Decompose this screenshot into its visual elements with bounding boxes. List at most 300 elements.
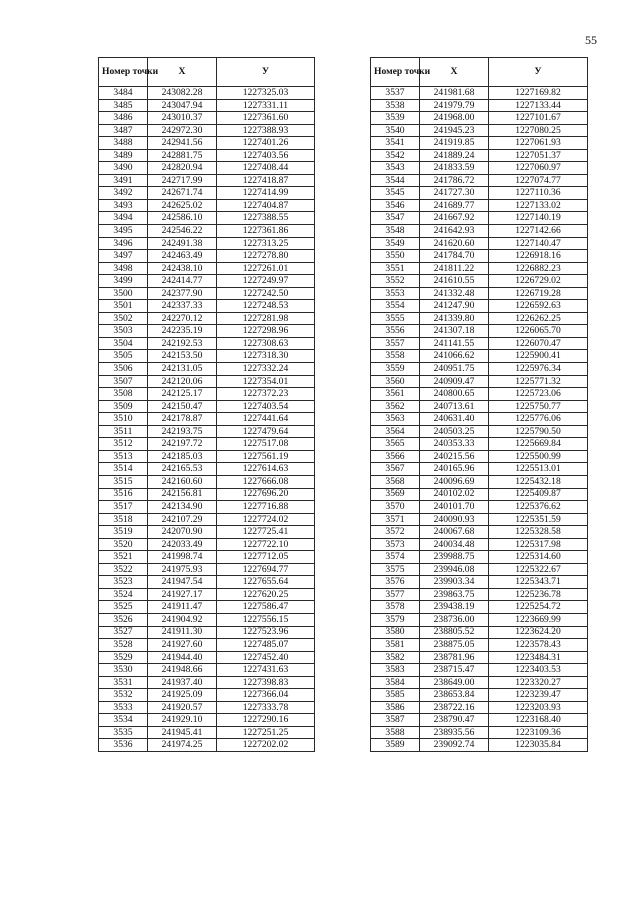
y-cell: 1227361.60 bbox=[217, 112, 315, 125]
point-number-cell: 3572 bbox=[371, 526, 420, 539]
point-number-cell: 3504 bbox=[99, 337, 148, 350]
table-row bbox=[371, 375, 588, 388]
table-row bbox=[99, 287, 315, 300]
x-cell: 241307.18 bbox=[420, 325, 489, 338]
x-cell: 241610.55 bbox=[420, 275, 489, 288]
table-row bbox=[371, 588, 588, 601]
x-cell: 241981.68 bbox=[420, 87, 489, 100]
point-number-cell: 3560 bbox=[371, 375, 420, 388]
y-cell: 1227110.36 bbox=[489, 187, 588, 200]
table-row bbox=[99, 588, 315, 601]
y-cell: 1226065.70 bbox=[489, 325, 588, 338]
point-number-cell: 3540 bbox=[371, 124, 420, 137]
point-number-cell: 3582 bbox=[371, 651, 420, 664]
x-cell: 238736.00 bbox=[420, 613, 489, 626]
point-number-cell: 3544 bbox=[371, 174, 420, 187]
point-number-cell: 3546 bbox=[371, 199, 420, 212]
point-number-cell: 3527 bbox=[99, 626, 148, 639]
point-number-cell: 3496 bbox=[99, 237, 148, 250]
table-row bbox=[371, 563, 588, 576]
x-cell: 241929.10 bbox=[148, 714, 217, 727]
table-row bbox=[371, 225, 588, 238]
y-cell: 1227249.97 bbox=[217, 275, 315, 288]
y-cell: 1225328.58 bbox=[489, 526, 588, 539]
y-cell: 1225343.71 bbox=[489, 576, 588, 589]
point-number-cell: 3573 bbox=[371, 538, 420, 551]
table-row bbox=[371, 501, 588, 514]
table-row bbox=[371, 363, 588, 376]
table-row bbox=[99, 576, 315, 589]
y-cell: 1227724.02 bbox=[217, 513, 315, 526]
point-number-cell: 3551 bbox=[371, 262, 420, 275]
x-cell: 243010.37 bbox=[148, 112, 217, 125]
y-cell: 1227716.88 bbox=[217, 501, 315, 514]
point-number-cell: 3565 bbox=[371, 438, 420, 451]
table-row bbox=[99, 312, 315, 325]
point-number-cell: 3537 bbox=[371, 87, 420, 100]
table-row bbox=[99, 337, 315, 350]
y-cell: 1227133.02 bbox=[489, 199, 588, 212]
point-number-cell: 3589 bbox=[371, 739, 420, 752]
y-cell: 1227080.25 bbox=[489, 124, 588, 137]
x-cell: 241927.60 bbox=[148, 639, 217, 652]
x-cell: 238935.56 bbox=[420, 726, 489, 739]
point-number-cell: 3507 bbox=[99, 375, 148, 388]
table-row bbox=[371, 601, 588, 614]
point-number-cell: 3486 bbox=[99, 112, 148, 125]
table-row bbox=[371, 300, 588, 313]
y-cell: 1227101.67 bbox=[489, 112, 588, 125]
table-row bbox=[371, 237, 588, 250]
header-y: У bbox=[489, 58, 588, 87]
table-row bbox=[99, 626, 315, 639]
table-row bbox=[99, 199, 315, 212]
y-cell: 1226262.25 bbox=[489, 312, 588, 325]
table-row bbox=[99, 739, 315, 752]
x-cell: 241786.72 bbox=[420, 174, 489, 187]
x-cell: 240909.47 bbox=[420, 375, 489, 388]
x-cell: 242197.72 bbox=[148, 438, 217, 451]
table-row bbox=[99, 526, 315, 539]
y-cell: 1225314.60 bbox=[489, 551, 588, 564]
x-cell: 242156.81 bbox=[148, 488, 217, 501]
x-cell: 238875.05 bbox=[420, 639, 489, 652]
table-row bbox=[99, 375, 315, 388]
table-row bbox=[371, 212, 588, 225]
table-row bbox=[371, 87, 588, 100]
table-row bbox=[371, 162, 588, 175]
y-cell: 1225322.67 bbox=[489, 563, 588, 576]
table-row bbox=[371, 450, 588, 463]
point-number-cell: 3514 bbox=[99, 463, 148, 476]
point-number-cell: 3489 bbox=[99, 149, 148, 162]
table-row bbox=[371, 388, 588, 401]
table-row bbox=[371, 199, 588, 212]
point-number-cell: 3506 bbox=[99, 363, 148, 376]
table-row bbox=[371, 651, 588, 664]
point-number-cell: 3530 bbox=[99, 664, 148, 677]
point-number-cell: 3513 bbox=[99, 450, 148, 463]
x-cell: 242131.05 bbox=[148, 363, 217, 376]
point-number-cell: 3520 bbox=[99, 538, 148, 551]
x-cell: 241979.79 bbox=[420, 99, 489, 112]
x-cell: 240096.69 bbox=[420, 475, 489, 488]
y-cell: 1227060.97 bbox=[489, 162, 588, 175]
table-row bbox=[371, 576, 588, 589]
x-cell: 239863.75 bbox=[420, 588, 489, 601]
x-cell: 243047.94 bbox=[148, 99, 217, 112]
y-cell: 1226918.16 bbox=[489, 250, 588, 263]
table-row bbox=[99, 513, 315, 526]
y-cell: 1227051.37 bbox=[489, 149, 588, 162]
table-row bbox=[371, 400, 588, 413]
coordinates-table-left bbox=[98, 57, 315, 752]
table-row bbox=[99, 350, 315, 363]
x-cell: 240713.61 bbox=[420, 400, 489, 413]
x-cell: 242972.30 bbox=[148, 124, 217, 137]
table-row bbox=[371, 413, 588, 426]
x-cell: 240951.75 bbox=[420, 363, 489, 376]
x-cell: 242491.38 bbox=[148, 237, 217, 250]
table-row bbox=[371, 676, 588, 689]
y-cell: 1227712.05 bbox=[217, 551, 315, 564]
point-number-cell: 3526 bbox=[99, 613, 148, 626]
y-cell: 1227202.02 bbox=[217, 739, 315, 752]
point-number-cell: 3533 bbox=[99, 701, 148, 714]
y-cell: 1225500.99 bbox=[489, 450, 588, 463]
y-cell: 1227441.64 bbox=[217, 413, 315, 426]
x-cell: 242153.50 bbox=[148, 350, 217, 363]
x-cell: 241911.47 bbox=[148, 601, 217, 614]
point-number-cell: 3561 bbox=[371, 388, 420, 401]
table-row bbox=[371, 613, 588, 626]
x-cell: 242546.22 bbox=[148, 225, 217, 238]
x-cell: 241889.24 bbox=[420, 149, 489, 162]
y-cell: 1227281.98 bbox=[217, 312, 315, 325]
y-cell: 1227361.86 bbox=[217, 225, 315, 238]
point-number-cell: 3493 bbox=[99, 199, 148, 212]
point-number-cell: 3545 bbox=[371, 187, 420, 200]
x-cell: 242820.94 bbox=[148, 162, 217, 175]
x-cell: 241911.30 bbox=[148, 626, 217, 639]
table-row bbox=[371, 463, 588, 476]
x-cell: 242270.12 bbox=[148, 312, 217, 325]
point-number-cell: 3500 bbox=[99, 287, 148, 300]
point-number-cell: 3531 bbox=[99, 676, 148, 689]
table-row bbox=[99, 250, 315, 263]
table-row bbox=[99, 601, 315, 614]
table-row bbox=[371, 513, 588, 526]
table-row bbox=[99, 225, 315, 238]
y-cell: 1227725.41 bbox=[217, 526, 315, 539]
x-cell: 241339.80 bbox=[420, 312, 489, 325]
x-cell: 240034.48 bbox=[420, 538, 489, 551]
x-cell: 242414.77 bbox=[148, 275, 217, 288]
table-row bbox=[99, 137, 315, 150]
table-row bbox=[99, 475, 315, 488]
x-cell: 243082.28 bbox=[148, 87, 217, 100]
table-row bbox=[371, 325, 588, 338]
header-x: X bbox=[148, 58, 217, 87]
table-row bbox=[99, 438, 315, 451]
table-row bbox=[371, 726, 588, 739]
x-cell: 239438.19 bbox=[420, 601, 489, 614]
point-number-cell: 3521 bbox=[99, 551, 148, 564]
table-row bbox=[99, 275, 315, 288]
point-number-cell: 3543 bbox=[371, 162, 420, 175]
point-number-cell: 3487 bbox=[99, 124, 148, 137]
table-row bbox=[99, 413, 315, 426]
y-cell: 1226070.47 bbox=[489, 337, 588, 350]
y-cell: 1227278.80 bbox=[217, 250, 315, 263]
y-cell: 1227331.11 bbox=[217, 99, 315, 112]
table-row bbox=[99, 149, 315, 162]
point-number-cell: 3570 bbox=[371, 501, 420, 514]
y-cell: 1227074.77 bbox=[489, 174, 588, 187]
y-cell: 1227403.54 bbox=[217, 400, 315, 413]
table-row bbox=[371, 639, 588, 652]
y-cell: 1227325.03 bbox=[217, 87, 315, 100]
table-row bbox=[99, 112, 315, 125]
table-row bbox=[371, 475, 588, 488]
point-number-cell: 3547 bbox=[371, 212, 420, 225]
point-number-cell: 3554 bbox=[371, 300, 420, 313]
y-cell: 1227366.04 bbox=[217, 689, 315, 702]
y-cell: 1227290.16 bbox=[217, 714, 315, 727]
x-cell: 238790.47 bbox=[420, 714, 489, 727]
x-cell: 242337.33 bbox=[148, 300, 217, 313]
point-number-cell: 3511 bbox=[99, 425, 148, 438]
y-cell: 1223403.53 bbox=[489, 664, 588, 677]
y-cell: 1227722.10 bbox=[217, 538, 315, 551]
y-cell: 1225900.41 bbox=[489, 350, 588, 363]
y-cell: 1227452.40 bbox=[217, 651, 315, 664]
table-row bbox=[99, 651, 315, 664]
table-row bbox=[371, 739, 588, 752]
point-number-cell: 3541 bbox=[371, 137, 420, 150]
y-cell: 1227169.82 bbox=[489, 87, 588, 100]
point-number-cell: 3515 bbox=[99, 475, 148, 488]
point-number-cell: 3576 bbox=[371, 576, 420, 589]
x-cell: 242120.06 bbox=[148, 375, 217, 388]
x-cell: 242165.53 bbox=[148, 463, 217, 476]
y-cell: 1223239.47 bbox=[489, 689, 588, 702]
y-cell: 1227561.19 bbox=[217, 450, 315, 463]
table-row bbox=[99, 187, 315, 200]
y-cell: 1223624.20 bbox=[489, 626, 588, 639]
x-cell: 241998.74 bbox=[148, 551, 217, 564]
point-number-cell: 3523 bbox=[99, 576, 148, 589]
x-cell: 241727.30 bbox=[420, 187, 489, 200]
x-cell: 242881.75 bbox=[148, 149, 217, 162]
header-x: X bbox=[420, 58, 489, 87]
x-cell: 241620.60 bbox=[420, 237, 489, 250]
x-cell: 242178.87 bbox=[148, 413, 217, 426]
point-number-cell: 3501 bbox=[99, 300, 148, 313]
point-number-cell: 3553 bbox=[371, 287, 420, 300]
table-row bbox=[371, 287, 588, 300]
point-number-cell: 3566 bbox=[371, 450, 420, 463]
y-cell: 1223035.84 bbox=[489, 739, 588, 752]
table-row bbox=[371, 488, 588, 501]
point-number-cell: 3585 bbox=[371, 689, 420, 702]
x-cell: 240102.02 bbox=[420, 488, 489, 501]
y-cell: 1227308.63 bbox=[217, 337, 315, 350]
x-cell: 242150.47 bbox=[148, 400, 217, 413]
point-number-cell: 3505 bbox=[99, 350, 148, 363]
table-row bbox=[99, 388, 315, 401]
y-cell: 1227318.30 bbox=[217, 350, 315, 363]
point-number-cell: 3524 bbox=[99, 588, 148, 601]
x-cell: 242717.99 bbox=[148, 174, 217, 187]
point-number-cell: 3569 bbox=[371, 488, 420, 501]
y-cell: 1227431.63 bbox=[217, 664, 315, 677]
table-row bbox=[371, 262, 588, 275]
y-cell: 1227313.25 bbox=[217, 237, 315, 250]
x-cell: 241689.77 bbox=[420, 199, 489, 212]
y-cell: 1227523.96 bbox=[217, 626, 315, 639]
coordinates-table-right bbox=[370, 57, 588, 752]
x-cell: 241919.85 bbox=[420, 137, 489, 150]
x-cell: 238722.16 bbox=[420, 701, 489, 714]
table-row bbox=[371, 112, 588, 125]
y-cell: 1227388.93 bbox=[217, 124, 315, 137]
y-cell: 1227142.66 bbox=[489, 225, 588, 238]
y-cell: 1223669.99 bbox=[489, 613, 588, 626]
x-cell: 241247.90 bbox=[420, 300, 489, 313]
point-number-cell: 3497 bbox=[99, 250, 148, 263]
table-row bbox=[371, 137, 588, 150]
point-number-cell: 3498 bbox=[99, 262, 148, 275]
y-cell: 1227404.87 bbox=[217, 199, 315, 212]
y-cell: 1225432.18 bbox=[489, 475, 588, 488]
y-cell: 1223168.40 bbox=[489, 714, 588, 727]
y-cell: 1223578.43 bbox=[489, 639, 588, 652]
x-cell: 240067.68 bbox=[420, 526, 489, 539]
x-cell: 239988.75 bbox=[420, 551, 489, 564]
y-cell: 1225513.01 bbox=[489, 463, 588, 476]
x-cell: 242185.03 bbox=[148, 450, 217, 463]
x-cell: 241332.48 bbox=[420, 287, 489, 300]
y-cell: 1227556.15 bbox=[217, 613, 315, 626]
y-cell: 1226729.02 bbox=[489, 275, 588, 288]
x-cell: 242193.75 bbox=[148, 425, 217, 438]
x-cell: 240800.65 bbox=[420, 388, 489, 401]
point-number-cell: 3495 bbox=[99, 225, 148, 238]
y-cell: 1227333.78 bbox=[217, 701, 315, 714]
table-row bbox=[99, 450, 315, 463]
point-number-cell: 3534 bbox=[99, 714, 148, 727]
x-cell: 242134.90 bbox=[148, 501, 217, 514]
y-cell: 1226882.23 bbox=[489, 262, 588, 275]
point-number-cell: 3568 bbox=[371, 475, 420, 488]
y-cell: 1227614.63 bbox=[217, 463, 315, 476]
y-cell: 1225669.84 bbox=[489, 438, 588, 451]
y-cell: 1227408.44 bbox=[217, 162, 315, 175]
x-cell: 241904.92 bbox=[148, 613, 217, 626]
table-row bbox=[371, 174, 588, 187]
point-number-cell: 3584 bbox=[371, 676, 420, 689]
point-number-cell: 3539 bbox=[371, 112, 420, 125]
point-number-cell: 3535 bbox=[99, 726, 148, 739]
point-number-cell: 3491 bbox=[99, 174, 148, 187]
table-row bbox=[99, 162, 315, 175]
table-row bbox=[99, 87, 315, 100]
table-row bbox=[99, 99, 315, 112]
x-cell: 242941.56 bbox=[148, 137, 217, 150]
x-cell: 239903.34 bbox=[420, 576, 489, 589]
x-cell: 241948.66 bbox=[148, 664, 217, 677]
table-row bbox=[371, 714, 588, 727]
x-cell: 241945.41 bbox=[148, 726, 217, 739]
point-number-cell: 3556 bbox=[371, 325, 420, 338]
x-cell: 241944.40 bbox=[148, 651, 217, 664]
header-point-number: Номер точки bbox=[371, 58, 420, 87]
point-number-cell: 3532 bbox=[99, 689, 148, 702]
table-row bbox=[99, 124, 315, 137]
x-cell: 239092.74 bbox=[420, 739, 489, 752]
y-cell: 1227354.01 bbox=[217, 375, 315, 388]
point-number-cell: 3528 bbox=[99, 639, 148, 652]
y-cell: 1227586.47 bbox=[217, 601, 315, 614]
point-number-cell: 3525 bbox=[99, 601, 148, 614]
table-row bbox=[371, 538, 588, 551]
x-cell: 242438.10 bbox=[148, 262, 217, 275]
point-number-cell: 3538 bbox=[371, 99, 420, 112]
table-row bbox=[99, 538, 315, 551]
y-cell: 1225776.06 bbox=[489, 413, 588, 426]
y-cell: 1225409.87 bbox=[489, 488, 588, 501]
table-header-row bbox=[99, 58, 315, 87]
table-row bbox=[99, 300, 315, 313]
header-point-number: Номер точки bbox=[99, 58, 148, 87]
x-cell: 242070.90 bbox=[148, 526, 217, 539]
table-row bbox=[99, 363, 315, 376]
table-row bbox=[99, 613, 315, 626]
y-cell: 1223109.36 bbox=[489, 726, 588, 739]
table-row bbox=[99, 726, 315, 739]
table-row bbox=[99, 563, 315, 576]
point-number-cell: 3542 bbox=[371, 149, 420, 162]
table-row bbox=[371, 350, 588, 363]
point-number-cell: 3499 bbox=[99, 275, 148, 288]
y-cell: 1227388.55 bbox=[217, 212, 315, 225]
header-y: У bbox=[217, 58, 315, 87]
x-cell: 241945.23 bbox=[420, 124, 489, 137]
x-cell: 240631.40 bbox=[420, 413, 489, 426]
point-number-cell: 3581 bbox=[371, 639, 420, 652]
x-cell: 241947.54 bbox=[148, 576, 217, 589]
x-cell: 242033.49 bbox=[148, 538, 217, 551]
table-row bbox=[99, 551, 315, 564]
point-number-cell: 3517 bbox=[99, 501, 148, 514]
point-number-cell: 3548 bbox=[371, 225, 420, 238]
point-number-cell: 3550 bbox=[371, 250, 420, 263]
x-cell: 242671.74 bbox=[148, 187, 217, 200]
point-number-cell: 3555 bbox=[371, 312, 420, 325]
table-row bbox=[371, 551, 588, 564]
y-cell: 1227418.87 bbox=[217, 174, 315, 187]
table-row bbox=[371, 312, 588, 325]
point-number-cell: 3583 bbox=[371, 664, 420, 677]
y-cell: 1227248.53 bbox=[217, 300, 315, 313]
table-row bbox=[99, 701, 315, 714]
table-row bbox=[371, 124, 588, 137]
y-cell: 1227401.26 bbox=[217, 137, 315, 150]
table-row bbox=[371, 425, 588, 438]
x-cell: 241642.93 bbox=[420, 225, 489, 238]
y-cell: 1227655.64 bbox=[217, 576, 315, 589]
